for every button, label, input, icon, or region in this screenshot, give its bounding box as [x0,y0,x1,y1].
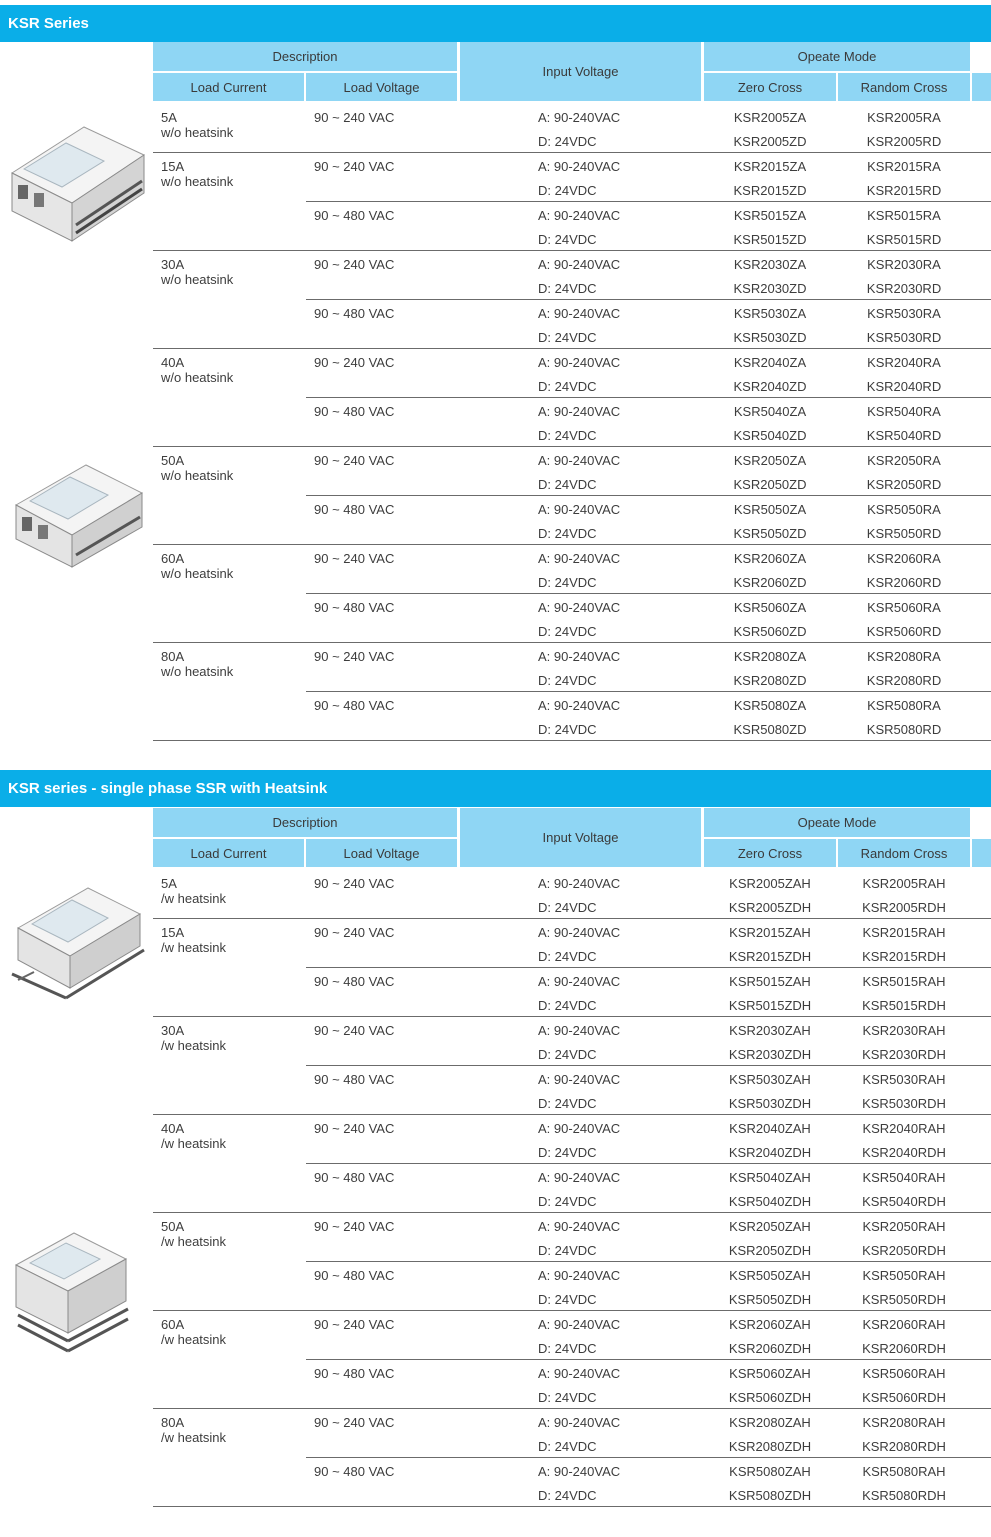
zero-cross-model: KSR5030ZAH [729,1072,811,1087]
random-cross-model: KSR5050RAH [862,1268,946,1283]
load-voltage-value: 90 ~ 480 VAC [314,1464,395,1479]
random-cross-model: KSR2005RDH [862,900,946,915]
random-cross-model: KSR2040RAH [862,1121,946,1136]
section-title: KSR series - single phase SSR with Heatsink [0,770,991,807]
load-current-note: w/o heatsink [161,125,234,140]
group-divider [153,1310,991,1311]
load-current-value: 5A [161,876,177,891]
random-cross-model: KSR2060RD [866,575,942,590]
input-voltage-dc: D: 24VDC [538,1292,597,1307]
zero-cross-model: KSR2030ZAH [729,1023,811,1038]
random-cross-model: KSR2030RA [867,257,941,272]
zero-cross-model: KSR2060ZA [733,551,807,566]
sub-row-divider [306,299,991,300]
load-current-value: 40A [161,1121,185,1136]
zero-cross-model: KSR2050ZD [733,477,807,492]
zero-cross-model: KSR2015ZD [733,183,807,198]
sub-row-divider [306,967,991,968]
load-voltage-value: 90 ~ 240 VAC [314,355,395,370]
input-voltage-ac: A: 90-240VAC [538,1415,621,1430]
random-cross-model: KSR5080RAH [862,1464,946,1479]
load-voltage-value: 90 ~ 240 VAC [314,1121,395,1136]
random-cross-model: KSR5080RDH [862,1488,946,1503]
input-voltage-ac: A: 90-240VAC [538,208,621,223]
load-voltage-value: 90 ~ 480 VAC [314,1072,395,1087]
group-divider [153,642,991,643]
random-cross-model: KSR2050RA [867,453,941,468]
random-cross-model: KSR2040RA [867,355,941,370]
load-voltage-value: 90 ~ 240 VAC [314,1415,395,1430]
load-voltage-value: 90 ~ 480 VAC [314,600,395,615]
header-description: Description [153,808,457,837]
load-voltage-value: 90 ~ 240 VAC [314,453,395,468]
zero-cross-model: KSR2005ZAH [729,876,811,891]
zero-cross-model: KSR2080ZA [733,649,807,664]
input-voltage-ac: A: 90-240VAC [538,1121,621,1136]
zero-cross-model: KSR2030ZD [733,281,807,296]
input-voltage-dc: D: 24VDC [538,330,597,345]
load-voltage-value: 90 ~ 240 VAC [314,1317,395,1332]
random-cross-model: KSR2050RD [866,477,942,492]
load-voltage-value: 90 ~ 480 VAC [314,1170,395,1185]
random-cross-model: KSR5015RAH [862,974,946,989]
zero-cross-model: KSR5050ZDH [728,1292,812,1307]
random-cross-model: KSR5030RAH [862,1072,946,1087]
random-cross-model: KSR2080RD [866,673,942,688]
sub-row-divider [306,201,991,202]
load-current-note: w/o heatsink [161,664,234,679]
input-voltage-dc: D: 24VDC [538,998,597,1013]
zero-cross-model: KSR2060ZDH [728,1341,812,1356]
group-divider [153,348,991,349]
load-current-value: 50A [161,453,185,468]
zero-cross-model: KSR2040ZD [733,379,807,394]
random-cross-model: KSR2080RAH [862,1415,946,1430]
zero-cross-model: KSR5060ZA [733,600,807,615]
group-divider [153,1114,991,1115]
load-current-note: w/o heatsink [161,370,234,385]
sub-row-divider [306,1065,991,1066]
input-voltage-dc: D: 24VDC [538,1439,597,1454]
zero-cross-model: KSR2005ZD [733,134,807,149]
input-voltage-dc: D: 24VDC [538,673,597,688]
zero-cross-model: KSR2060ZAH [729,1317,811,1332]
load-voltage-value: 90 ~ 480 VAC [314,974,395,989]
random-cross-model: KSR2015RD [866,183,942,198]
header-random-cross: Random Cross [838,73,970,101]
random-cross-model: KSR5015RD [866,232,942,247]
zero-cross-model: KSR2080ZD [733,673,807,688]
zero-cross-model: KSR2050ZAH [729,1219,811,1234]
load-current-note: w/o heatsink [161,566,234,581]
load-voltage-value: 90 ~ 480 VAC [314,404,395,419]
group-divider [153,250,991,251]
zero-cross-model: KSR5080ZD [733,722,807,737]
random-cross-model: KSR5040RA [867,404,941,419]
random-cross-model: KSR2060RAH [862,1317,946,1332]
section-title: KSR Series [0,5,991,42]
zero-cross-model: KSR2015ZDH [728,949,812,964]
sub-row-divider [306,1359,991,1360]
load-voltage-value: 90 ~ 240 VAC [314,257,395,272]
header-load-voltage: Load Voltage [306,73,457,101]
zero-cross-model: KSR5030ZD [733,330,807,345]
random-cross-model: KSR2040RD [866,379,942,394]
zero-cross-model: KSR2030ZA [733,257,807,272]
random-cross-model: KSR5040RDH [862,1194,946,1209]
input-voltage-dc: D: 24VDC [538,1390,597,1405]
zero-cross-model: KSR2030ZDH [728,1047,812,1062]
load-current-note: /w heatsink [161,940,227,955]
sub-row-divider [306,397,991,398]
load-voltage-value: 90 ~ 240 VAC [314,876,395,891]
load-current-value: 15A [161,925,185,940]
input-voltage-ac: A: 90-240VAC [538,1219,621,1234]
ssr-product-image [4,115,148,245]
random-cross-model: KSR5050RDH [862,1292,946,1307]
random-cross-model: KSR2040RDH [862,1145,946,1160]
load-voltage-value: 90 ~ 240 VAC [314,1023,395,1038]
load-current-note: w/o heatsink [161,468,234,483]
input-voltage-ac: A: 90-240VAC [538,1317,621,1332]
load-voltage-value: 90 ~ 480 VAC [314,1366,395,1381]
zero-cross-model: KSR5080ZA [733,698,807,713]
load-voltage-value: 90 ~ 480 VAC [314,306,395,321]
random-cross-model: KSR2060RDH [862,1341,946,1356]
input-voltage-dc: D: 24VDC [538,1488,597,1503]
load-current-value: 80A [161,1415,185,1430]
load-voltage-value: 90 ~ 480 VAC [314,1268,395,1283]
group-divider [153,446,991,447]
input-voltage-ac: A: 90-240VAC [538,1366,621,1381]
input-voltage-dc: D: 24VDC [538,379,597,394]
input-voltage-ac: A: 90-240VAC [538,925,621,940]
random-cross-model: KSR2015RAH [862,925,946,940]
group-divider [153,152,991,153]
header-operate-mode: Opeate Mode [704,42,970,71]
header-zero-cross: Zero Cross [704,839,836,867]
load-current-note: /w heatsink [161,891,227,906]
random-cross-model: KSR5060RD [866,624,942,639]
zero-cross-model: KSR5060ZAH [729,1366,811,1381]
zero-cross-model: KSR5040ZDH [728,1194,812,1209]
load-voltage-value: 90 ~ 240 VAC [314,110,395,125]
load-voltage-value: 90 ~ 480 VAC [314,208,395,223]
ssr-product-image [4,455,148,575]
zero-cross-model: KSR5050ZA [733,502,807,517]
header-operate-mode: Opeate Mode [704,808,970,837]
random-cross-model: KSR5030RA [867,306,941,321]
zero-cross-model: KSR2050ZA [733,453,807,468]
input-voltage-ac: A: 90-240VAC [538,1464,621,1479]
zero-cross-model: KSR5050ZAH [729,1268,811,1283]
load-current-note: /w heatsink [161,1332,227,1347]
input-voltage-dc: D: 24VDC [538,949,597,964]
group-divider [153,1506,991,1507]
random-cross-model: KSR5050RD [866,526,942,541]
random-cross-model: KSR2030RDH [862,1047,946,1062]
load-current-note: /w heatsink [161,1234,227,1249]
zero-cross-model: KSR5060ZD [733,624,807,639]
random-cross-model: KSR5040RD [866,428,942,443]
random-cross-model: KSR2080RA [867,649,941,664]
input-voltage-ac: A: 90-240VAC [538,600,621,615]
load-voltage-value: 90 ~ 480 VAC [314,698,395,713]
random-cross-model: KSR2030RAH [862,1023,946,1038]
load-current-value: 40A [161,355,185,370]
header-load-current: Load Current [153,73,304,101]
input-voltage-ac: A: 90-240VAC [538,355,621,370]
input-voltage-ac: A: 90-240VAC [538,453,621,468]
random-cross-model: KSR2030RD [866,281,942,296]
input-voltage-dc: D: 24VDC [538,1243,597,1258]
zero-cross-model: KSR2015ZA [733,159,807,174]
input-voltage-dc: D: 24VDC [538,183,597,198]
zero-cross-model: KSR2040ZDH [728,1145,812,1160]
zero-cross-model: KSR5015ZD [733,232,807,247]
random-cross-model: KSR5060RAH [862,1366,946,1381]
input-voltage-ac: A: 90-240VAC [538,1268,621,1283]
sub-row-divider [306,1457,991,1458]
random-cross-model: KSR2005RA [867,110,941,125]
input-voltage-ac: A: 90-240VAC [538,698,621,713]
input-voltage-ac: A: 90-240VAC [538,876,621,891]
input-voltage-ac: A: 90-240VAC [538,306,621,321]
input-voltage-ac: A: 90-240VAC [538,974,621,989]
zero-cross-model: KSR5015ZDH [728,998,812,1013]
header-input-voltage: Input Voltage [460,42,701,101]
load-current-note: /w heatsink [161,1038,227,1053]
load-current-value: 30A [161,257,185,272]
random-cross-model: KSR2050RDH [862,1243,946,1258]
load-current-note: /w heatsink [161,1136,227,1151]
zero-cross-model: KSR5080ZAH [729,1464,811,1479]
group-divider [153,1212,991,1213]
zero-cross-model: KSR5040ZA [733,404,807,419]
header-load-current: Load Current [153,839,304,867]
load-voltage-value: 90 ~ 240 VAC [314,649,395,664]
input-voltage-dc: D: 24VDC [538,134,597,149]
random-cross-model: KSR5015RA [867,208,941,223]
zero-cross-model: KSR2080ZAH [729,1415,811,1430]
input-voltage-dc: D: 24VDC [538,575,597,590]
input-voltage-dc: D: 24VDC [538,281,597,296]
random-cross-model: KSR2005RAH [862,876,946,891]
input-voltage-ac: A: 90-240VAC [538,1170,621,1185]
input-voltage-dc: D: 24VDC [538,232,597,247]
random-cross-model: KSR5030RDH [862,1096,946,1111]
header-random-cross: Random Cross [838,839,970,867]
sub-row-divider [306,691,991,692]
zero-cross-model: KSR2040ZA [733,355,807,370]
header-zero-cross: Zero Cross [704,73,836,101]
random-cross-model: KSR2015RDH [862,949,946,964]
random-cross-model: KSR2005RD [866,134,942,149]
zero-cross-model: KSR5040ZAH [729,1170,811,1185]
load-voltage-value: 90 ~ 480 VAC [314,502,395,517]
load-current-note: w/o heatsink [161,174,234,189]
input-voltage-ac: A: 90-240VAC [538,110,621,125]
input-voltage-ac: A: 90-240VAC [538,257,621,272]
load-current-value: 15A [161,159,185,174]
load-current-value: 5A [161,110,177,125]
zero-cross-model: KSR5030ZDH [728,1096,812,1111]
input-voltage-dc: D: 24VDC [538,900,597,915]
group-divider [153,740,991,741]
input-voltage-ac: A: 90-240VAC [538,649,621,664]
header-description: Description [153,42,457,71]
zero-cross-model: KSR2005ZA [733,110,807,125]
input-voltage-dc: D: 24VDC [538,526,597,541]
load-voltage-value: 90 ~ 240 VAC [314,551,395,566]
zero-cross-model: KSR5030ZA [733,306,807,321]
input-voltage-dc: D: 24VDC [538,624,597,639]
input-voltage-ac: A: 90-240VAC [538,1023,621,1038]
ssr-heatsink-product-image [4,876,148,1001]
header-input-voltage: Input Voltage [460,808,701,867]
zero-cross-model: KSR2080ZDH [728,1439,812,1454]
zero-cross-model: KSR2060ZD [733,575,807,590]
load-voltage-value: 90 ~ 240 VAC [314,1219,395,1234]
random-cross-model: KSR5060RDH [862,1390,946,1405]
random-cross-model: KSR5080RD [866,722,942,737]
input-voltage-ac: A: 90-240VAC [538,1072,621,1087]
load-current-note: w/o heatsink [161,272,234,287]
random-cross-model: KSR2050RAH [862,1219,946,1234]
random-cross-model: KSR5060RA [867,600,941,615]
input-voltage-dc: D: 24VDC [538,1096,597,1111]
zero-cross-model: KSR5015ZAH [729,974,811,989]
random-cross-model: KSR5030RD [866,330,942,345]
input-voltage-ac: A: 90-240VAC [538,159,621,174]
zero-cross-model: KSR5080ZDH [728,1488,812,1503]
random-cross-model: KSR5050RA [867,502,941,517]
header-spacer [972,839,991,867]
zero-cross-model: KSR2050ZDH [728,1243,812,1258]
load-current-value: 80A [161,649,185,664]
load-voltage-value: 90 ~ 240 VAC [314,925,395,940]
group-divider [153,1016,991,1017]
zero-cross-model: KSR5040ZD [733,428,807,443]
sub-row-divider [306,593,991,594]
random-cross-model: KSR2060RA [867,551,941,566]
input-voltage-dc: D: 24VDC [538,1047,597,1062]
zero-cross-model: KSR2040ZAH [729,1121,811,1136]
input-voltage-ac: A: 90-240VAC [538,551,621,566]
zero-cross-model: KSR5060ZDH [728,1390,812,1405]
zero-cross-model: KSR5015ZA [733,208,807,223]
load-current-value: 60A [161,551,185,566]
zero-cross-model: KSR2005ZDH [728,900,812,915]
load-current-value: 50A [161,1219,185,1234]
input-voltage-dc: D: 24VDC [538,1194,597,1209]
input-voltage-dc: D: 24VDC [538,1341,597,1356]
zero-cross-model: KSR5050ZD [733,526,807,541]
group-divider [153,544,991,545]
header-spacer [972,73,991,101]
sub-row-divider [306,495,991,496]
random-cross-model: KSR2015RA [867,159,941,174]
load-current-value: 30A [161,1023,185,1038]
sub-row-divider [306,1261,991,1262]
zero-cross-model: KSR2015ZAH [729,925,811,940]
load-current-note: /w heatsink [161,1430,227,1445]
sub-row-divider [306,1163,991,1164]
input-voltage-dc: D: 24VDC [538,1145,597,1160]
group-divider [153,918,991,919]
input-voltage-ac: A: 90-240VAC [538,404,621,419]
random-cross-model: KSR5080RA [867,698,941,713]
random-cross-model: KSR2080RDH [862,1439,946,1454]
input-voltage-ac: A: 90-240VAC [538,502,621,517]
load-voltage-value: 90 ~ 240 VAC [314,159,395,174]
random-cross-model: KSR5015RDH [862,998,946,1013]
random-cross-model: KSR5040RAH [862,1170,946,1185]
ssr-heatsink-product-image [4,1225,148,1365]
header-load-voltage: Load Voltage [306,839,457,867]
input-voltage-dc: D: 24VDC [538,722,597,737]
input-voltage-dc: D: 24VDC [538,428,597,443]
input-voltage-dc: D: 24VDC [538,477,597,492]
group-divider [153,1408,991,1409]
load-current-value: 60A [161,1317,185,1332]
